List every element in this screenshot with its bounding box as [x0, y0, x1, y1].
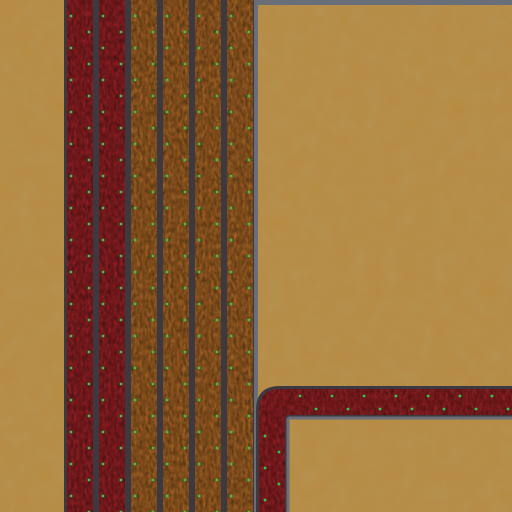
vertical-red-belt-1-light — [88, 287, 91, 290]
vertical-red-belt-2-light — [102, 143, 105, 146]
vertical-brown-belt-3-light — [216, 479, 219, 482]
vertical-brown-belt-1-seam — [143, 0, 145, 512]
vertical-brown-belt-1-light — [152, 255, 155, 258]
vertical-red-belt-1-light — [70, 335, 73, 338]
vertical-brown-belt-3-light — [198, 143, 201, 146]
vertical-brown-belt-3-light — [216, 383, 219, 386]
corner-red-belt-light — [264, 499, 267, 502]
vertical-brown-belt-2-light — [166, 399, 169, 402]
vertical-red-belt-1-light — [70, 47, 73, 50]
vertical-brown-belt-2-light — [184, 351, 187, 354]
vertical-brown-belt-4-light — [230, 111, 233, 114]
vertical-brown-belt-3-light — [216, 415, 219, 418]
vertical-brown-belt-4-light — [230, 47, 233, 50]
vertical-red-belt-1-light — [70, 207, 73, 210]
vertical-red-belt-1-light — [88, 63, 91, 66]
vertical-brown-belt-1-light — [134, 79, 137, 82]
vertical-brown-belt-2-light — [166, 367, 169, 370]
vertical-brown-belt-2-light — [184, 383, 187, 386]
vertical-brown-belt-3-light — [198, 47, 201, 50]
vertical-brown-belt-3-light — [216, 447, 219, 450]
vertical-brown-belt-4-light — [248, 159, 251, 162]
vertical-red-belt-1-light — [70, 495, 73, 498]
vertical-red-belt-1-light — [88, 31, 91, 34]
corner-red-belt-light — [459, 395, 462, 398]
vertical-brown-belt-4-light — [230, 207, 233, 210]
vertical-brown-belt-4-light — [248, 287, 251, 290]
vertical-brown-belt-4-light — [248, 415, 251, 418]
vertical-red-belt-2-light — [102, 111, 105, 114]
vertical-brown-belt-1-light — [152, 479, 155, 482]
vertical-red-belt-2-light — [102, 207, 105, 210]
vertical-brown-belt-4-light — [248, 479, 251, 482]
vertical-red-belt-2-light — [102, 47, 105, 50]
vertical-red-belt-1-light — [88, 383, 91, 386]
vertical-red-belt-2-light — [102, 239, 105, 242]
vertical-brown-belt-1-light — [134, 15, 137, 18]
vertical-red-belt-1-light — [70, 303, 73, 306]
vertical-red-belt-1-light — [88, 415, 91, 418]
vertical-brown-belt-3-light — [216, 319, 219, 322]
vertical-brown-belt-2-light — [166, 111, 169, 114]
vertical-red-belt-2-light — [102, 15, 105, 18]
corner-red-belt-light — [475, 408, 478, 411]
vertical-brown-belt-3-light — [198, 207, 201, 210]
vertical-brown-belt-1-light — [152, 383, 155, 386]
vertical-red-belt-2-light — [102, 79, 105, 82]
vertical-red-belt-2-light — [102, 271, 105, 274]
vertical-red-belt-2-light — [120, 479, 123, 482]
vertical-brown-belt-1-light — [152, 127, 155, 130]
vertical-brown-belt-1-light — [152, 447, 155, 450]
vertical-red-belt-2-light — [120, 383, 123, 386]
corner-red-belt-light — [331, 395, 334, 398]
vertical-brown-belt-1-light — [152, 351, 155, 354]
vertical-red-belt-1-light — [70, 175, 73, 178]
vertical-brown-belt-3-light — [198, 399, 201, 402]
vertical-brown-belt-4-light — [230, 175, 233, 178]
vertical-brown-belt-2-light — [166, 207, 169, 210]
vertical-brown-belt-3-light — [216, 127, 219, 130]
vertical-brown-belt-2-light — [166, 303, 169, 306]
vertical-brown-belt-4-light — [248, 383, 251, 386]
vertical-brown-belt-2-light — [184, 31, 187, 34]
vertical-brown-belt-1-light — [134, 47, 137, 50]
vertical-red-belt-1-light — [88, 159, 91, 162]
vertical-brown-belt-1-light — [152, 63, 155, 66]
vertical-brown-belt-1-light — [134, 111, 137, 114]
vertical-brown-belt-3-light — [198, 271, 201, 274]
vertical-brown-belt-2-light — [184, 415, 187, 418]
vertical-red-belt-2-light — [102, 463, 105, 466]
corner-red-belt-light — [443, 408, 446, 411]
vertical-red-belt-1 — [64, 0, 96, 512]
vertical-brown-belt-4-light — [230, 495, 233, 498]
vertical-brown-belt-3-light — [216, 351, 219, 354]
vertical-brown-belt-2-light — [184, 95, 187, 98]
vertical-brown-belt-4-light — [230, 143, 233, 146]
vertical-brown-belt-1 — [128, 0, 160, 512]
vertical-brown-belt-2-light — [184, 159, 187, 162]
vertical-brown-belt-4-light — [248, 223, 251, 226]
vertical-brown-belt-3-light — [216, 223, 219, 226]
vertical-brown-belt-4-light — [230, 15, 233, 18]
vertical-brown-belt-2-light — [166, 143, 169, 146]
vertical-brown-belt-4-light — [230, 431, 233, 434]
corner-red-belt-light — [264, 467, 267, 470]
vertical-red-belt-2-light — [120, 95, 123, 98]
vertical-brown-belt-2-light — [166, 431, 169, 434]
vertical-brown-belt-4-light — [230, 303, 233, 306]
vertical-brown-belt-1-light — [152, 287, 155, 290]
vertical-brown-belt-2-light — [184, 223, 187, 226]
vertical-brown-belt-1-light — [134, 399, 137, 402]
corner-red-belt-light — [411, 408, 414, 411]
corner-red-belt-light — [395, 395, 398, 398]
vertical-brown-belt-4-light — [248, 319, 251, 322]
vertical-brown-belt-2-light — [166, 495, 169, 498]
vertical-brown-belt-4-light — [248, 127, 251, 130]
vertical-brown-belt-2-light — [184, 447, 187, 450]
vertical-red-belt-1-light — [70, 239, 73, 242]
vertical-brown-belt-2-light — [184, 127, 187, 130]
vertical-brown-belt-3-light — [198, 175, 201, 178]
vertical-brown-belt-4-light — [230, 367, 233, 370]
corner-red-belt-light — [379, 408, 382, 411]
vertical-red-belt-2-light — [120, 319, 123, 322]
vertical-brown-belt-3-light — [198, 239, 201, 242]
vertical-red-belt-2-light — [102, 335, 105, 338]
vertical-brown-belt-1-light — [134, 463, 137, 466]
vertical-brown-belt-3-light — [216, 95, 219, 98]
vertical-brown-belt-4-seam — [239, 0, 241, 512]
vertical-brown-belt-1-light — [152, 415, 155, 418]
vertical-red-belt-1-light — [88, 255, 91, 258]
vertical-brown-belt-3-light — [198, 431, 201, 434]
vertical-brown-belt-1-light — [152, 159, 155, 162]
vertical-red-belt-1-light — [88, 127, 91, 130]
vertical-red-belt-2-light — [120, 127, 123, 130]
vertical-red-belt-2-light — [102, 399, 105, 402]
vertical-brown-belt-4-light — [248, 447, 251, 450]
vertical-brown-belt-2-light — [184, 255, 187, 258]
vertical-brown-belt-2-light — [166, 239, 169, 242]
vertical-brown-belt-4-light — [230, 271, 233, 274]
vertical-red-belt-1-light — [70, 79, 73, 82]
top-steel-rail — [256, 0, 512, 5]
vertical-red-belt-2-light — [120, 255, 123, 258]
vertical-brown-belt-1-light — [152, 191, 155, 194]
vertical-brown-belt-1-light — [152, 223, 155, 226]
vertical-brown-belt-2-light — [166, 271, 169, 274]
vertical-brown-belt-2-light — [166, 463, 169, 466]
vertical-brown-belt-2-light — [184, 319, 187, 322]
vertical-brown-belt-2-light — [166, 15, 169, 18]
vertical-brown-belt-2-light — [166, 47, 169, 50]
vertical-brown-belt-3 — [192, 0, 224, 512]
vertical-brown-belt-2-light — [166, 335, 169, 338]
vertical-brown-belt-2-light — [166, 175, 169, 178]
vertical-red-belt-2-light — [120, 351, 123, 354]
vertical-brown-belt-4-light — [230, 239, 233, 242]
corner-red-belt-light — [491, 395, 494, 398]
vertical-brown-belt-4-light — [230, 399, 233, 402]
vertical-red-belt-2-light — [102, 367, 105, 370]
vertical-red-belt-2-light — [120, 63, 123, 66]
corner-red-belt-light — [363, 395, 366, 398]
vertical-red-belt-1-light — [70, 143, 73, 146]
vertical-brown-belt-4-light — [248, 95, 251, 98]
corner-red-belt-light — [264, 435, 267, 438]
vertical-brown-belt-1-light — [134, 335, 137, 338]
vertical-brown-belt-2-seam — [175, 0, 177, 512]
vertical-red-belt-1-light — [88, 319, 91, 322]
vertical-brown-belt-1-light — [134, 271, 137, 274]
vertical-red-belt-1-light — [88, 95, 91, 98]
vertical-red-belt-2-light — [102, 431, 105, 434]
corner-red-belt-light — [299, 395, 302, 398]
vertical-brown-belt-1-light — [134, 303, 137, 306]
vertical-red-belt-1-light — [88, 447, 91, 450]
corner-red-belt-light — [315, 408, 318, 411]
vertical-brown-belt-2 — [160, 0, 192, 512]
vertical-brown-belt-3-seam — [207, 0, 209, 512]
vertical-red-belt-2-light — [120, 447, 123, 450]
vertical-red-belt-2-light — [120, 159, 123, 162]
vertical-brown-belt-2-light — [184, 287, 187, 290]
vertical-brown-belt-3-light — [198, 335, 201, 338]
vertical-brown-belt-4-light — [230, 463, 233, 466]
corner-red-belt-light — [278, 483, 281, 486]
vertical-red-belt-2-light — [120, 415, 123, 418]
vertical-brown-belt-2-light — [184, 63, 187, 66]
vertical-red-belt-1-light — [70, 431, 73, 434]
vertical-brown-belt-3-light — [198, 111, 201, 114]
vertical-brown-belt-1-light — [152, 319, 155, 322]
vertical-brown-belt-4-light — [248, 351, 251, 354]
vertical-brown-belt-3-light — [216, 31, 219, 34]
vertical-red-belt-1-light — [70, 463, 73, 466]
vertical-belts — [64, 0, 258, 512]
vertical-red-belt-1-light — [88, 223, 91, 226]
vertical-brown-belt-1-light — [152, 31, 155, 34]
vertical-brown-belt-4-light — [248, 63, 251, 66]
vertical-red-belt-1-light — [70, 271, 73, 274]
vertical-brown-belt-1-light — [134, 367, 137, 370]
vertical-brown-belt-3-light — [198, 303, 201, 306]
vertical-brown-belt-1-light — [134, 207, 137, 210]
vertical-brown-belt-3-light — [216, 255, 219, 258]
vertical-red-belt-1-light — [70, 111, 73, 114]
vertical-red-belt-2-light — [102, 303, 105, 306]
vertical-red-belt-1-light — [88, 191, 91, 194]
vertical-red-belt-2-light — [120, 223, 123, 226]
vertical-brown-belt-1-light — [152, 95, 155, 98]
vertical-red-belt-2-light — [120, 191, 123, 194]
corner-red-belt-light — [278, 451, 281, 454]
vertical-brown-belt-4-light — [230, 335, 233, 338]
vertical-brown-belt-3-light — [216, 191, 219, 194]
corner-red-belt-light — [427, 395, 430, 398]
vertical-brown-belt-3-light — [198, 463, 201, 466]
vertical-red-belt-1-light — [70, 399, 73, 402]
vertical-red-belt-2 — [96, 0, 128, 512]
vertical-brown-belt-1-light — [134, 239, 137, 242]
vertical-brown-belt-2-light — [184, 479, 187, 482]
corner-red-belt-light — [507, 408, 510, 411]
vertical-red-belt-1-light — [70, 15, 73, 18]
vertical-brown-belt-4-light — [230, 79, 233, 82]
vertical-red-belt-1-light — [88, 351, 91, 354]
vertical-brown-belt-2-light — [184, 191, 187, 194]
vertical-red-belt-1-light — [88, 479, 91, 482]
vertical-brown-belt-4-light — [248, 191, 251, 194]
vertical-brown-belt-4-light — [248, 31, 251, 34]
vertical-brown-belt-1-light — [134, 495, 137, 498]
vertical-red-belt-2-seam — [111, 0, 113, 512]
vertical-brown-belt-3-light — [198, 367, 201, 370]
vertical-red-belt-1-light — [70, 367, 73, 370]
vertical-brown-belt-3-light — [216, 159, 219, 162]
vertical-brown-belt-3-light — [216, 287, 219, 290]
vertical-red-belt-2-light — [120, 287, 123, 290]
vertical-brown-belt-2-light — [166, 79, 169, 82]
vertical-brown-belt-1-light — [134, 431, 137, 434]
vertical-brown-belt-4 — [224, 0, 256, 512]
vertical-red-belt-1-seam — [79, 0, 81, 512]
vertical-brown-belt-1-light — [134, 143, 137, 146]
vertical-red-belt-2-light — [102, 175, 105, 178]
vertical-red-belt-2-light — [120, 31, 123, 34]
vertical-brown-belt-1-light — [134, 175, 137, 178]
vertical-brown-belt-4-light — [248, 255, 251, 258]
vertical-brown-belt-3-light — [198, 15, 201, 18]
vertical-brown-belt-3-light — [198, 495, 201, 498]
vertical-red-belt-2-light — [102, 495, 105, 498]
vertical-brown-belt-3-light — [198, 79, 201, 82]
vertical-brown-belt-3-light — [216, 63, 219, 66]
corner-red-belt-light — [347, 408, 350, 411]
